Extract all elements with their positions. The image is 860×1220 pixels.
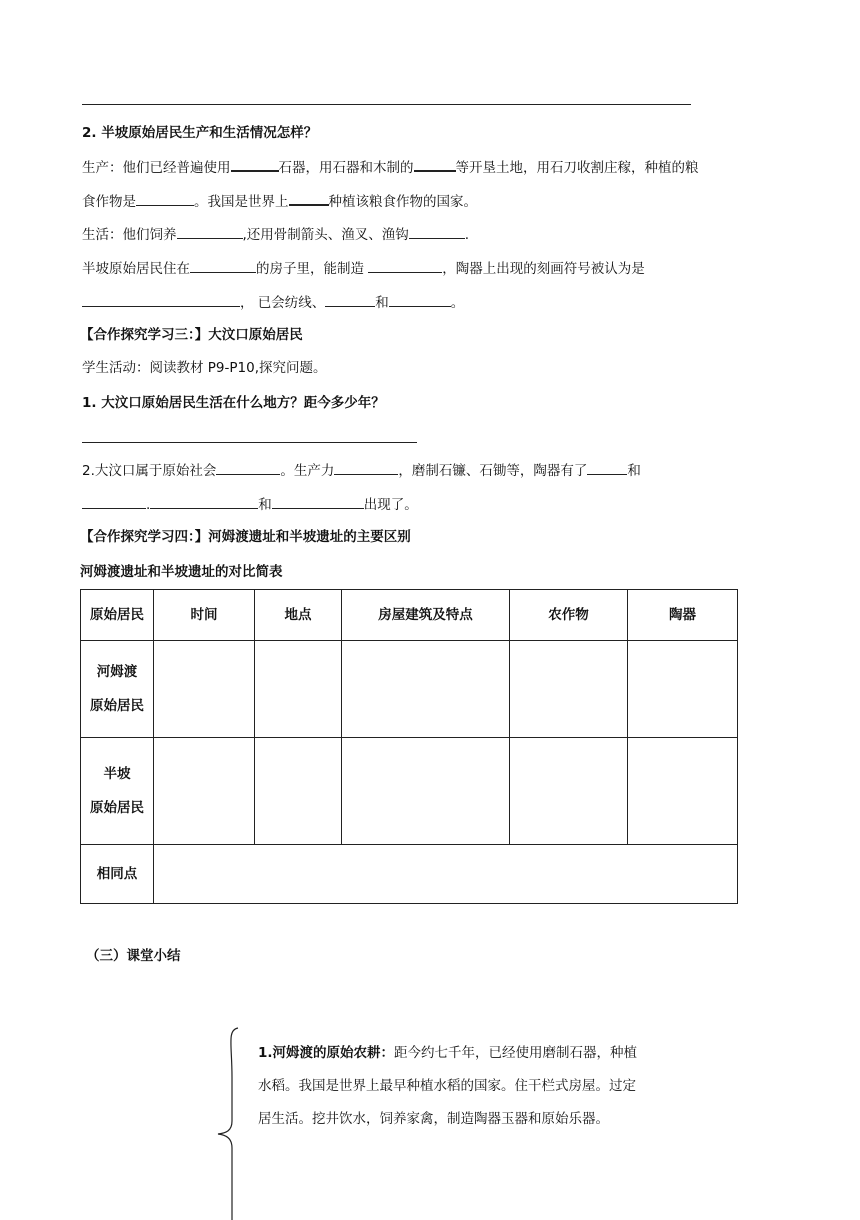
cell-banpo-pottery[interactable] [628,738,738,845]
cell-banpo-crops[interactable] [510,738,628,845]
cell-banpo-time[interactable] [154,738,255,845]
blank-symbols[interactable] [82,292,240,307]
cell-banpo-housing[interactable] [342,738,510,845]
question-2-banpo: 2. 半坡原始居民生产和生活情况怎样？ [82,125,318,141]
header-housing: 房屋建筑及特点 [342,590,510,641]
header-time: 时间 [154,590,255,641]
life-line: 生活：他们饲养 ,还用骨制箭头、渔叉、渔钩 . [82,224,469,245]
production-line-1: 生产：他们已经普遍使用 石器，用石器和木制的 等开垦土地，用石刀收割庄稼，种植的粮 [82,156,699,178]
cell-banpo-location[interactable] [255,738,342,845]
curly-brace-icon [214,1025,240,1220]
blank-emerged-2[interactable] [272,494,364,509]
blank-pottery-2[interactable] [82,494,146,509]
blank-earliest[interactable] [289,190,329,206]
blank-livestock[interactable] [177,224,243,239]
answer-line-dawenkou [82,442,417,443]
blank-society-stage[interactable] [216,460,280,475]
blank-skill-1[interactable] [325,292,375,307]
table-row-banpo [81,738,738,845]
section-4-heading: 【合作探究学习四：】河姆渡遗址和半坡遗址的主要区别 [80,529,411,545]
cell-hemudu-location[interactable] [255,641,342,738]
summary-heading: （三）课堂小结 [86,948,181,964]
table-row-hemudu [81,641,738,738]
blank-emerged-1[interactable] [150,494,258,509]
cell-similarities[interactable] [154,845,738,904]
table-row-similarities [81,845,738,904]
production-line-2: 食作物是 。我国是世界上 种植该粮食作物的国家。 [82,190,477,212]
blank-pottery[interactable] [368,258,442,273]
housing-line-2: ， 已会纺线、 和 。 [82,292,464,313]
row-label-banpo: 半坡 原始居民 [81,738,154,845]
blank-house-type[interactable] [190,258,256,273]
summary-item-1-line-3: 居生活。挖井饮水，饲养家禽，制造陶器玉器和原始乐器。 [258,1111,609,1127]
cell-hemudu-pottery[interactable] [628,641,738,738]
blank-pottery-1[interactable] [587,460,627,475]
header-pottery: 陶器 [628,590,738,641]
row-label-hemudu: 河姆渡 原始居民 [81,641,154,738]
blank-productivity[interactable] [334,460,398,475]
cell-hemudu-crops[interactable] [510,641,628,738]
section-3-heading: 【合作探究学习三：】大汶口原始居民 [80,327,303,343]
table-header-row [81,590,738,641]
answer-line-top [82,104,691,105]
summary-item-1-line-2: 水稻。我国是世界上最早种植水稻的国家。住干栏式房屋。过定 [258,1078,636,1094]
header-people: 原始居民 [81,590,154,641]
header-crops: 农作物 [510,590,628,641]
dawenkou-question-1: 1. 大汶口原始居民生活在什么地方？距今多少年？ [82,395,385,411]
dawenkou-question-2-line-1: 2.大汶口属于原始社会 。生产力 ，磨制石镰、石锄等，陶器有了 和 [82,460,641,481]
housing-line-1: 半坡原始居民住在 的房子里，能制造 ，陶器上出现的刻画符号被认为是 [82,258,645,279]
summary-item-1-line-1: 1.河姆渡的原始农耕：距今约七千年，已经使用磨制石器，种植 [258,1045,638,1061]
blank-skill-2[interactable] [389,292,451,307]
blank-fishing-tools[interactable] [409,224,465,239]
row-label-similarities: 相同点 [81,845,154,904]
header-location: 地点 [255,590,342,641]
blank-wood-tools[interactable] [414,156,456,172]
blank-crop[interactable] [136,191,194,206]
cell-hemudu-time[interactable] [154,641,255,738]
student-activity: 学生活动：阅读教材 P9-P10,探究问题。 [82,360,327,376]
dawenkou-question-2-line-2: . 和 出现了。 [82,494,418,515]
comparison-table [80,589,738,904]
cell-hemudu-housing[interactable] [342,641,510,738]
blank-stone-tools[interactable] [231,156,279,172]
table-title: 河姆渡遗址和半坡遗址的对比简表 [80,564,283,580]
